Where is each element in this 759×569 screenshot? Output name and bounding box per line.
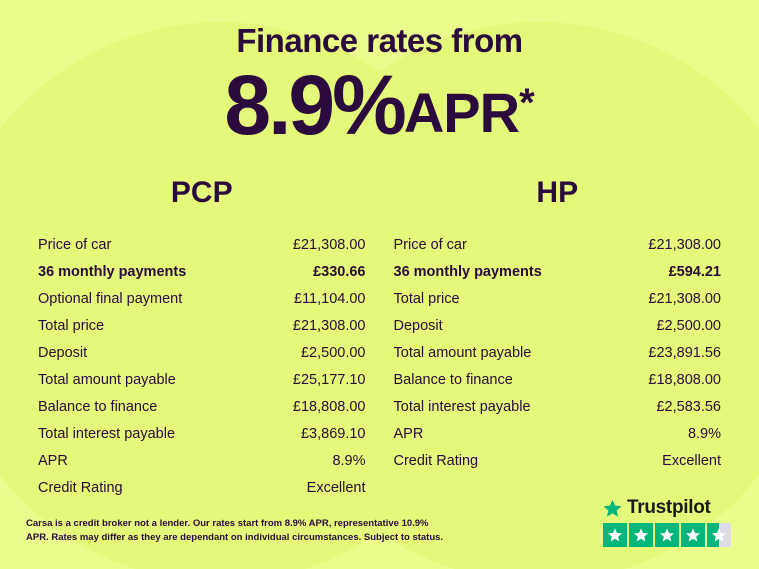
row-label: 36 monthly payments xyxy=(38,264,187,281)
finance-column-hp xyxy=(380,176,736,502)
table-row xyxy=(38,421,366,448)
table-row xyxy=(394,259,722,286)
table-row xyxy=(394,286,722,313)
page-title: Finance rates from xyxy=(236,22,523,59)
trustpilot-star-icon xyxy=(603,499,622,518)
row-label: APR xyxy=(393,426,424,443)
table-row xyxy=(394,340,722,367)
finance-comparison-columns xyxy=(0,176,759,502)
row-label: Balance to finance xyxy=(38,399,158,416)
row-value: £18,808.00 xyxy=(292,399,366,416)
table-row xyxy=(394,448,722,475)
row-label: Deposit xyxy=(393,318,443,335)
row-value: £21,308.00 xyxy=(648,237,721,254)
row-label: Total price xyxy=(38,318,105,335)
trustpilot-name: Trustpilot xyxy=(627,497,711,518)
row-label: Price of car xyxy=(38,237,112,254)
table-row xyxy=(38,313,366,340)
row-value: £23,891.56 xyxy=(648,345,721,362)
row-value: £594.21 xyxy=(668,264,721,281)
table-row xyxy=(394,313,722,340)
row-value: £2,500.00 xyxy=(300,345,366,362)
row-value: £25,177.10 xyxy=(292,372,366,389)
row-value: £21,308.00 xyxy=(648,291,721,308)
row-value: £18,808.00 xyxy=(648,372,721,389)
row-label: APR xyxy=(38,453,68,470)
rating-star-4 xyxy=(681,523,705,547)
row-label: Credit Rating xyxy=(393,453,479,470)
footer xyxy=(0,495,759,569)
table-row xyxy=(38,448,366,475)
row-label: Total interest payable xyxy=(38,426,176,443)
table-row xyxy=(394,421,722,448)
row-label: Deposit xyxy=(38,345,88,362)
finance-column-pcp xyxy=(24,176,380,502)
table-row xyxy=(394,394,722,421)
rating-star-3 xyxy=(655,523,679,547)
table-row xyxy=(38,394,366,421)
column-title-hp: HP xyxy=(536,175,579,209)
row-label: Total amount payable xyxy=(393,345,532,362)
row-label: Credit Rating xyxy=(38,480,123,497)
row-value: £21,308.00 xyxy=(292,237,366,254)
row-value: £11,104.00 xyxy=(294,291,366,308)
row-value: 8.9% xyxy=(687,426,721,443)
column-title-pcp: PCP xyxy=(170,175,233,209)
row-value: Excellent xyxy=(306,480,366,497)
table-row xyxy=(38,340,366,367)
trustpilot-rating xyxy=(603,523,735,547)
table-row xyxy=(394,367,722,394)
trustpilot-logo xyxy=(603,497,735,519)
table-row xyxy=(38,367,366,394)
row-label: Balance to finance xyxy=(393,372,513,389)
row-label: Price of car xyxy=(393,237,467,254)
row-value: £2,500.00 xyxy=(656,318,721,335)
headline-rate xyxy=(0,58,759,152)
row-value: £3,869.10 xyxy=(300,426,366,443)
row-label: Total amount payable xyxy=(38,372,176,389)
table-row xyxy=(38,259,366,286)
rating-star-1 xyxy=(603,523,627,547)
rating-star-2 xyxy=(629,523,653,547)
table-row xyxy=(38,232,366,259)
trustpilot-widget[interactable] xyxy=(603,497,735,547)
headline-rate-unit: APR xyxy=(403,81,520,144)
row-label: Optional final payment xyxy=(38,291,183,308)
headline-rate-number: 8.9% xyxy=(224,58,404,152)
row-value: 8.9% xyxy=(332,453,366,470)
headline-rate-asterisk: * xyxy=(519,81,535,125)
row-label: 36 monthly payments xyxy=(393,264,542,281)
row-value: £21,308.00 xyxy=(292,318,366,335)
disclaimer-text: Carsa is a credit broker not a lender. Our rates start from 8.9% APR, representative 10.9% APR. Rates may differ as they are dependant on individual circumstances. Subject to status. xyxy=(26,518,444,544)
table-row xyxy=(394,232,722,259)
rating-star-5-half xyxy=(707,523,731,547)
row-value: £2,583.56 xyxy=(656,399,721,416)
row-label: Total price xyxy=(393,291,460,308)
table-row xyxy=(38,286,366,313)
row-value: Excellent xyxy=(662,453,721,470)
row-label: Total interest payable xyxy=(393,399,531,416)
row-value: £330.66 xyxy=(313,264,366,281)
